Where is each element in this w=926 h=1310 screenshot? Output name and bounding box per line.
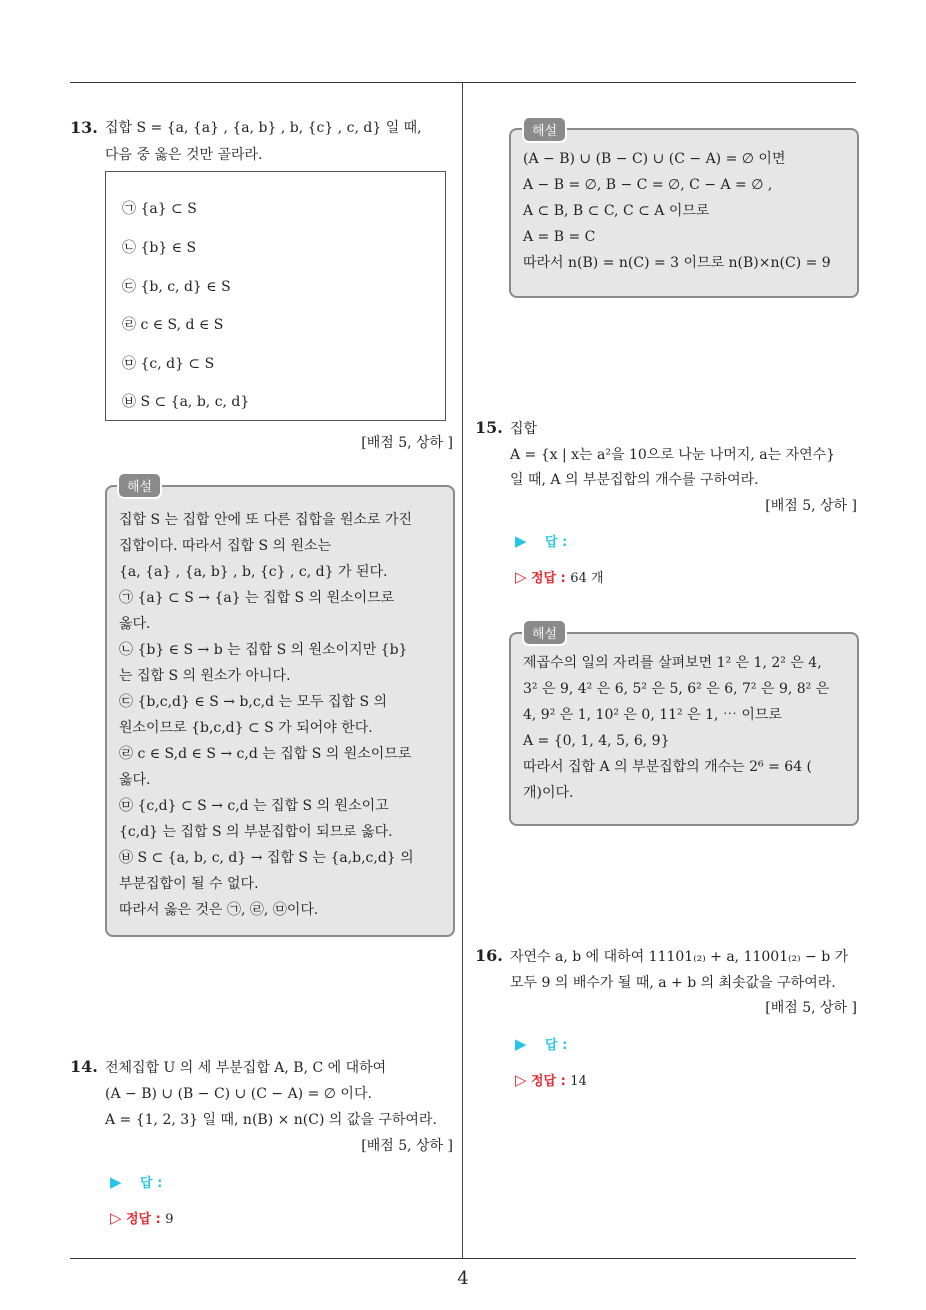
solution-line: 제곱수의 일의 자리를 살펴보면 1² 은 1, 2² 은 4, (523, 655, 822, 671)
solution-line: ㉡ {b} ∈ S → b 는 집합 S 의 원소이지만 {b} (119, 642, 408, 658)
question-text-line: A = {x | x는 a²을 10으로 나눈 나머지, a는 자연수} (510, 447, 836, 463)
question-text-line: 일 때, A 의 부분집합의 개수를 구하여라. (510, 472, 759, 488)
solution-box (509, 128, 859, 298)
top-rule (70, 82, 856, 83)
answer-label: 답 : (545, 1038, 568, 1053)
solution-line: ㉥ S ⊂ {a, b, c, d} → 집합 S 는 {a,b,c,d} 의 (119, 850, 414, 866)
correct-answer-row (515, 567, 604, 589)
solution-line: ㉠ {a} ⊂ S → {a} 는 집합 S 의 원소이므로 (119, 590, 395, 606)
bottom-rule (70, 1258, 856, 1259)
solution-line: 3² 은 9, 4² 은 6, 5² 은 5, 6² 은 6, 7² 은 9, 8² 은 (523, 681, 830, 697)
answer-arrow-icon: ▶ (110, 1173, 122, 1191)
choice-item: ㉡ {b} ∈ S (122, 240, 197, 256)
solution-line: ㉣ c ∈ S,d ∈ S → c,d 는 집합 S 의 원소이므로 (119, 746, 412, 762)
correct-answer-row (515, 1070, 587, 1092)
score-label: [배점 5, 상하 ] (765, 498, 857, 514)
answer-row (515, 1034, 567, 1056)
question-number: 16. (475, 946, 503, 965)
question-number: 13. (70, 118, 98, 137)
solution-line: 개)이다. (523, 785, 574, 801)
solution-line: ㉢ {b,c,d} ∈ S → b,c,d 는 모두 집합 S 의 (119, 694, 388, 710)
answer-arrow-icon: ▶ (515, 1035, 527, 1053)
choice-item: ㉣ c ∈ S, d ∈ S (122, 317, 224, 333)
solution-box (105, 485, 455, 937)
question-number: 14. (70, 1057, 98, 1076)
choices-box (105, 171, 446, 421)
correct-label: 정답 : (531, 1074, 566, 1089)
solution-line: A = B = C (523, 229, 596, 245)
solution-line: 원소이므로 {b,c,d} ⊂ S 가 되어야 한다. (119, 720, 373, 736)
question-text-line: 자연수 a, b 에 대하여 11101₍₂₎ + a, 11001₍₂₎ − b 가 (510, 949, 849, 965)
correct-answer-row (110, 1208, 174, 1230)
solution-line: A = {0, 1, 4, 5, 6, 9} (523, 733, 670, 749)
solution-line: 따라서 집합 A 의 부분집합의 개수는 2⁶ = 64 ( (523, 759, 813, 775)
score-label: [배점 5, 상하 ] (765, 1000, 857, 1016)
solution-line: 따라서 n(B) = n(C) = 3 이므로 n(B)×n(C) = 9 (523, 255, 831, 271)
score-label: [배점 5, 상하 ] (361, 1138, 453, 1154)
solution-text (523, 146, 831, 276)
correct-value: 9 (165, 1212, 174, 1227)
question-text-line: A = {1, 2, 3} 일 때, n(B) × n(C) 의 값을 구하여라. (105, 1112, 437, 1128)
solution-tag: 해설 (522, 619, 567, 646)
answer-label: 답 : (140, 1176, 163, 1191)
correct-arrow-icon: ▷ (515, 1071, 527, 1089)
solution-line: ㉤ {c,d} ⊂ S → c,d 는 집합 S 의 원소이고 (119, 798, 389, 814)
choice-item: ㉠ {a} ⊂ S (122, 201, 197, 217)
solution-tag: 해설 (117, 472, 162, 499)
choice-item: ㉤ {c, d} ⊂ S (122, 356, 215, 372)
column-divider (462, 83, 463, 1259)
score-label: [배점 5, 상하 ] (361, 435, 453, 451)
correct-label: 정답 : (126, 1212, 161, 1227)
solution-line: A ⊂ B, B ⊂ C, C ⊂ A 이므로 (523, 203, 710, 219)
solution-line: 옳다. (119, 616, 151, 632)
answer-row (515, 531, 567, 553)
solution-line: 집합이다. 따라서 집합 S 의 원소는 (119, 538, 332, 554)
solution-line: {c,d} 는 집합 S 의 부분집합이 되므로 옳다. (119, 824, 393, 840)
solution-line: 따라서 옳은 것은 ㉠, ㉣, ㉤이다. (119, 902, 319, 918)
answer-row (110, 1172, 162, 1194)
correct-arrow-icon: ▷ (110, 1209, 122, 1227)
choice-item: ㉢ {b, c, d} ∈ S (122, 279, 231, 295)
question-text-line: (A − B) ∪ (B − C) ∪ (C − A) = ∅ 이다. (105, 1086, 372, 1102)
solution-line: 부분집합이 될 수 없다. (119, 876, 259, 892)
solution-line: {a, {a} , {a, b} , b, {c} , c, d} 가 된다. (119, 564, 388, 580)
solution-line: 집합 S 는 집합 안에 또 다른 집합을 원소로 가진 (119, 512, 413, 528)
choice-item: ㉥ S ⊂ {a, b, c, d} (122, 394, 250, 410)
solution-text (119, 507, 414, 923)
solution-text (523, 650, 829, 806)
solution-tag: 해설 (522, 116, 567, 143)
answer-label: 답 : (545, 535, 568, 550)
page-number: 4 (457, 1268, 469, 1289)
solution-line: A − B = ∅, B − C = ∅, C − A = ∅ , (523, 177, 773, 193)
question-number: 15. (475, 418, 503, 437)
solution-line: 는 집합 S 의 원소가 아니다. (119, 668, 291, 684)
correct-value: 64 개 (570, 571, 604, 586)
correct-value: 14 (570, 1074, 587, 1089)
solution-line: (A − B) ∪ (B − C) ∪ (C − A) = ∅ 이면 (523, 151, 786, 167)
correct-arrow-icon: ▷ (515, 568, 527, 586)
correct-label: 정답 : (531, 571, 566, 586)
question-text-line: 모두 9 의 배수가 될 때, a + b 의 최솟값을 구하여라. (510, 975, 836, 991)
question-text-line: 집합 (510, 421, 538, 437)
question-text-line: 전체집합 U 의 세 부분집합 A, B, C 에 대하여 (105, 1060, 387, 1076)
answer-arrow-icon: ▶ (515, 532, 527, 550)
question-text-line: 집합 S = {a, {a} , {a, b} , b, {c} , c, d} 일 때, (105, 120, 422, 136)
solution-line: 옳다. (119, 772, 151, 788)
solution-box (509, 632, 859, 826)
solution-line: 4, 9² 은 1, 10² 은 0, 11² 은 1, ⋯ 이므로 (523, 707, 782, 723)
question-text-line: 다음 중 옳은 것만 골라라. (105, 147, 263, 163)
